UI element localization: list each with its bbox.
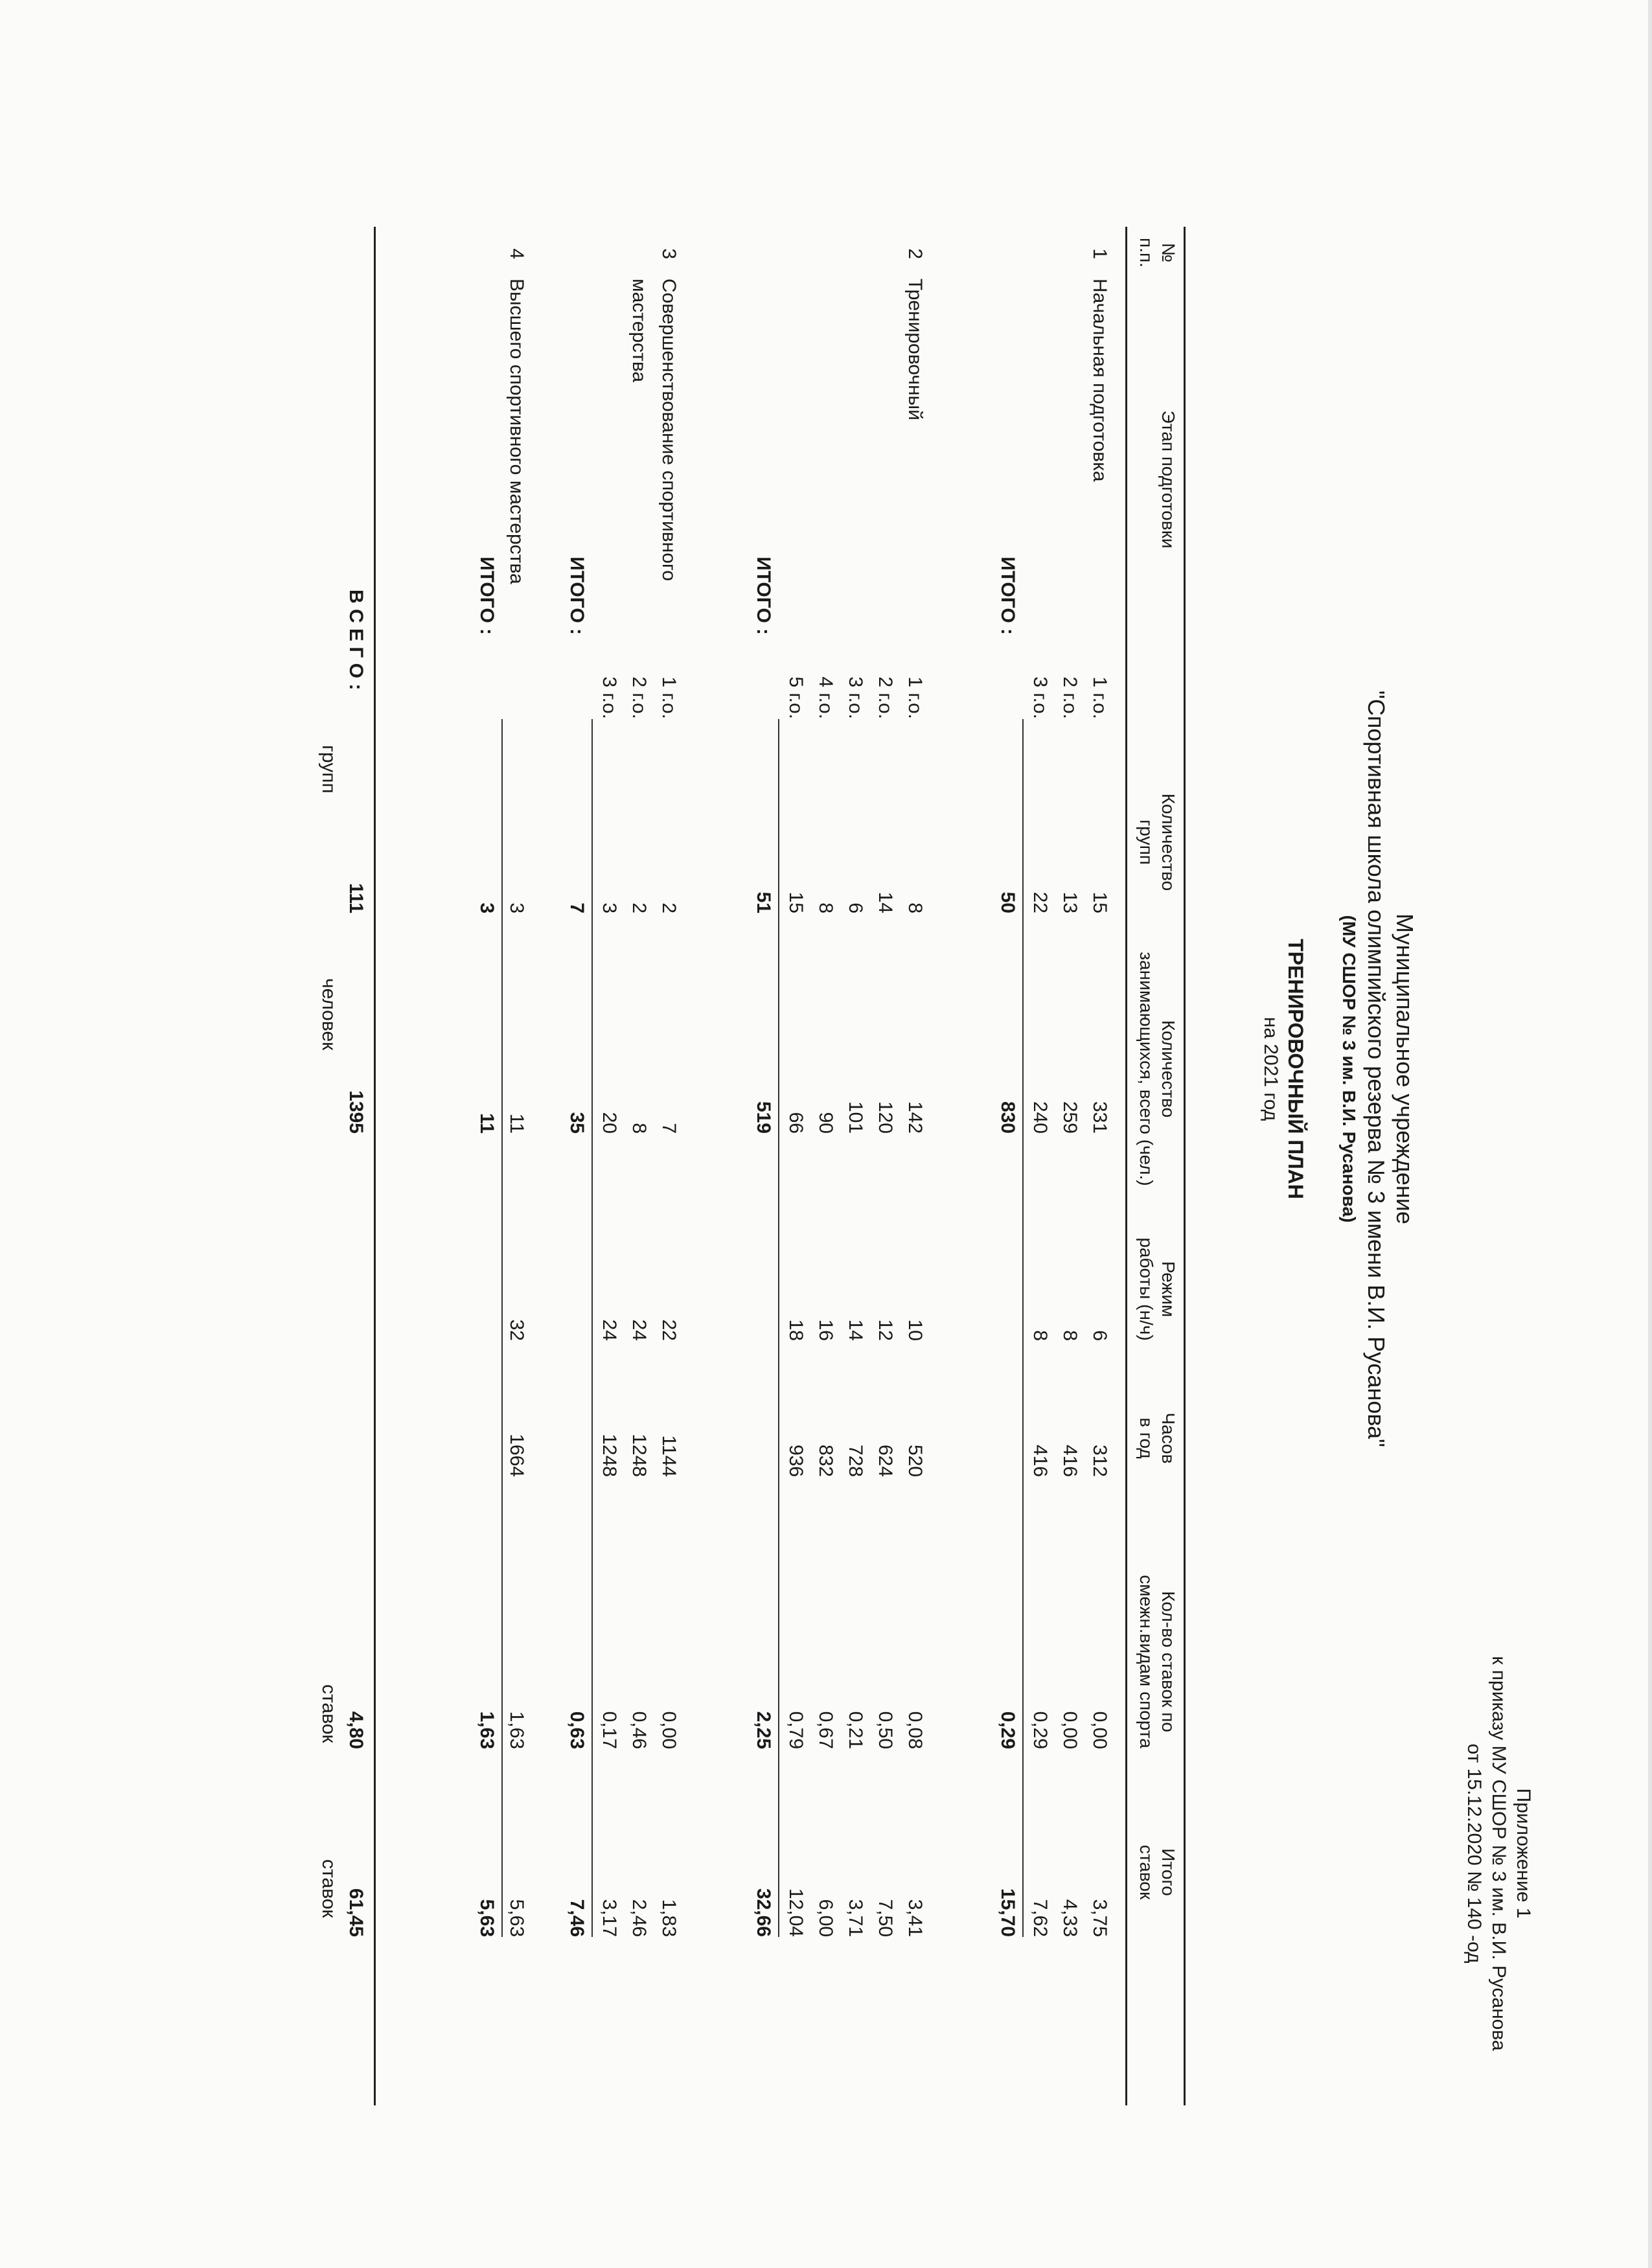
row-students: 7	[658, 1123, 680, 1134]
row-hours: 832	[815, 1444, 836, 1477]
row-total: 1,83	[658, 1899, 680, 1937]
row-hours: 1664	[506, 1434, 527, 1477]
row-year: 1 г.о.	[1089, 676, 1110, 719]
row-mode: 14	[845, 1319, 866, 1341]
row-rates: 0,79	[785, 1711, 807, 1749]
row-hours: 416	[1029, 1444, 1051, 1477]
appendix-line3: от 15.12.2020 № 140 -од	[1463, 1743, 1485, 1964]
section-name: Начальная подготовка	[1089, 279, 1110, 482]
row-students: 331	[1089, 1101, 1110, 1134]
subtotal-total: 7,46	[566, 1899, 588, 1937]
row-students: 90	[815, 1112, 836, 1134]
row-mode: 24	[599, 1319, 620, 1341]
subtotal-students: 35	[566, 1112, 588, 1134]
row-rates: 0,50	[875, 1711, 896, 1749]
row-hours: 520	[904, 1444, 926, 1477]
row-groups: 22	[1029, 891, 1051, 913]
row-total: 2,46	[628, 1899, 650, 1937]
row-mode: 12	[875, 1319, 896, 1341]
row-students: 8	[628, 1123, 650, 1134]
subtotal-groups: 50	[997, 891, 1018, 913]
grand-total-rates-unit: ставок	[318, 1684, 339, 1743]
row-students: 142	[904, 1101, 926, 1134]
subtotal-total: 5,63	[476, 1899, 498, 1937]
subtotal-rates: 1,63	[476, 1711, 498, 1749]
row-hours: 1248	[599, 1434, 620, 1477]
row-groups: 14	[875, 891, 896, 913]
row-total: 3,75	[1089, 1899, 1110, 1937]
row-total: 3,41	[904, 1899, 926, 1937]
subtotal-rates: 2,25	[753, 1711, 774, 1749]
row-total: 3,17	[599, 1899, 620, 1937]
row-groups: 13	[1059, 891, 1081, 913]
row-total: 7,50	[875, 1899, 896, 1937]
col-head-hours: Часов в год	[1136, 1412, 1178, 1464]
row-students: 66	[785, 1112, 807, 1134]
grand-total-students-unit: человек	[318, 978, 339, 1051]
subtotal-rule	[778, 719, 779, 1937]
row-groups: 8	[815, 902, 836, 913]
subtotal-rule	[501, 719, 503, 1937]
subtotal-groups: 3	[476, 902, 498, 913]
row-students: 240	[1029, 1101, 1051, 1134]
subtotal-rates: 0,63	[566, 1711, 588, 1749]
col-head-groups: Количество групп	[1136, 793, 1178, 891]
school-name: "Спортивная школа олимпийского резерва № 3 имени В.И. Русанова"	[1363, 691, 1390, 1447]
row-rates: 0,67	[815, 1711, 836, 1749]
row-mode: 24	[628, 1319, 650, 1341]
col-head-rates: Кол-во ставок по смежн.видам спорта	[1136, 1575, 1178, 1748]
row-total: 3,71	[845, 1899, 866, 1937]
row-mode: 6	[1089, 1330, 1110, 1341]
row-hours: 1144	[658, 1435, 680, 1477]
section-number: 3	[658, 248, 680, 259]
grand-total-total-unit: ставок	[318, 1859, 339, 1918]
row-year: 2 г.о.	[628, 676, 650, 719]
subtotal-rule	[1022, 719, 1024, 1937]
col-head-stage: Этап подготовки	[1158, 410, 1178, 549]
row-students: 20	[599, 1112, 620, 1134]
grand-total-groups-unit: групп	[318, 745, 339, 794]
grand-total-rule	[374, 227, 376, 2105]
row-groups: 15	[785, 891, 807, 913]
row-mode: 8	[1029, 1330, 1051, 1341]
row-mode: 8	[1059, 1330, 1081, 1341]
subtotal-rule	[591, 719, 593, 1937]
row-groups: 8	[904, 902, 926, 913]
row-rates: 0,46	[628, 1711, 650, 1749]
row-total: 4,33	[1059, 1899, 1081, 1937]
row-groups: 3	[599, 902, 620, 913]
row-year: 1 г.о.	[904, 676, 926, 719]
subtotal-groups: 51	[753, 891, 774, 913]
grand-total-label: В С Е Г О :	[345, 590, 367, 691]
col-head-students: Количество занимающихся, всего (чел.)	[1136, 952, 1178, 1186]
scan-edge	[1648, 0, 1652, 2268]
section-name: мастерства	[628, 279, 650, 383]
col-head-mode: Режим работы (н/ч)	[1136, 1237, 1178, 1341]
row-year: 1 г.о.	[658, 676, 680, 719]
subtotal-label: ИТОГО :	[476, 556, 498, 635]
row-rates: 0,00	[1089, 1711, 1110, 1749]
row-students: 101	[845, 1101, 866, 1134]
school-short-name: (МУ СШОР № 3 им. В.И. Русанова)	[1339, 915, 1359, 1223]
row-students: 11	[506, 1113, 527, 1134]
institution-line: Муниципальное учреждение	[1392, 913, 1418, 1224]
row-year: 3 г.о.	[1029, 676, 1051, 719]
appendix-line1: Приложение 1	[1513, 1788, 1534, 1919]
section-number: 4	[506, 248, 527, 259]
section-name: Высшего спортивного мастерства	[506, 279, 527, 584]
col-head-total: Итого ставок	[1136, 1844, 1178, 1900]
row-mode: 22	[658, 1319, 680, 1341]
row-students: 120	[875, 1101, 896, 1134]
header-bottom-rule	[1125, 227, 1127, 2105]
row-year: 5 г.о.	[785, 676, 807, 719]
row-mode: 10	[904, 1319, 926, 1341]
row-year: 2 г.о.	[1059, 676, 1081, 719]
appendix-line2: к приказу МУ СШОР № 3 им. В.И. Русанова	[1488, 1656, 1509, 2051]
grand-total-groups: 111	[345, 883, 367, 913]
row-year: 3 г.о.	[599, 676, 620, 719]
row-total: 5,63	[506, 1899, 527, 1937]
training-plan-table	[318, 227, 1186, 2105]
subtotal-students: 519	[753, 1101, 774, 1134]
subtotal-label: ИТОГО :	[566, 556, 588, 635]
row-total: 7,62	[1029, 1899, 1051, 1937]
row-mode: 16	[815, 1319, 836, 1341]
subtotal-label: ИТОГО :	[997, 556, 1018, 635]
row-year: 4 г.о.	[815, 676, 836, 719]
row-hours: 728	[845, 1444, 866, 1477]
row-hours: 416	[1059, 1444, 1081, 1477]
plan-year: на 2021 год	[1260, 1016, 1281, 1121]
row-mode: 18	[785, 1319, 807, 1341]
col-head-num: № п.п.	[1136, 238, 1178, 268]
subtotal-label: ИТОГО :	[753, 556, 774, 635]
row-groups: 15	[1089, 891, 1110, 913]
row-students: 259	[1059, 1101, 1081, 1134]
subtotal-total: 32,66	[753, 1888, 774, 1937]
grand-total-rates: 4,80	[345, 1711, 367, 1749]
row-mode: 32	[506, 1319, 527, 1341]
row-rates: 0,21	[845, 1711, 866, 1749]
row-rates: 1,63	[506, 1711, 527, 1749]
section-number: 2	[904, 248, 926, 259]
row-hours: 312	[1089, 1444, 1110, 1477]
row-year: 3 г.о.	[845, 676, 866, 719]
row-hours: 936	[785, 1444, 807, 1477]
subtotal-students: 830	[997, 1101, 1018, 1134]
row-groups: 2	[658, 902, 680, 913]
appendix-block	[1462, 1497, 1535, 2210]
row-total: 12,04	[785, 1888, 807, 1937]
section-name: Совершенствование спортивного	[658, 279, 680, 581]
table-top-rule	[1184, 227, 1186, 2105]
subtotal-total: 15,70	[997, 1888, 1018, 1937]
row-rates: 0,00	[1059, 1711, 1081, 1749]
subtotal-students: 11	[476, 1113, 498, 1134]
plan-title: ТРЕНИРОВОЧНЫЙ ПЛАН	[1284, 939, 1307, 1199]
row-hours: 1248	[628, 1434, 650, 1477]
subtotal-rates: 0,29	[997, 1711, 1018, 1749]
row-hours: 624	[875, 1444, 896, 1477]
row-groups: 2	[628, 902, 650, 913]
row-rates: 0,00	[658, 1711, 680, 1749]
grand-total-total: 61,45	[345, 1888, 367, 1937]
row-rates: 0,29	[1029, 1711, 1051, 1749]
row-groups: 6	[845, 902, 866, 913]
section-name: Тренировочный	[904, 279, 926, 420]
subtotal-groups: 7	[566, 902, 588, 913]
title-block	[1258, 453, 1419, 1684]
row-year: 2 г.о.	[875, 676, 896, 719]
grand-total-students: 1395	[345, 1090, 367, 1134]
row-rates: 0,08	[904, 1711, 926, 1749]
section-number: 1	[1089, 248, 1110, 259]
row-groups: 3	[506, 902, 527, 913]
row-rates: 0,17	[599, 1711, 620, 1749]
row-total: 6,00	[815, 1899, 836, 1937]
